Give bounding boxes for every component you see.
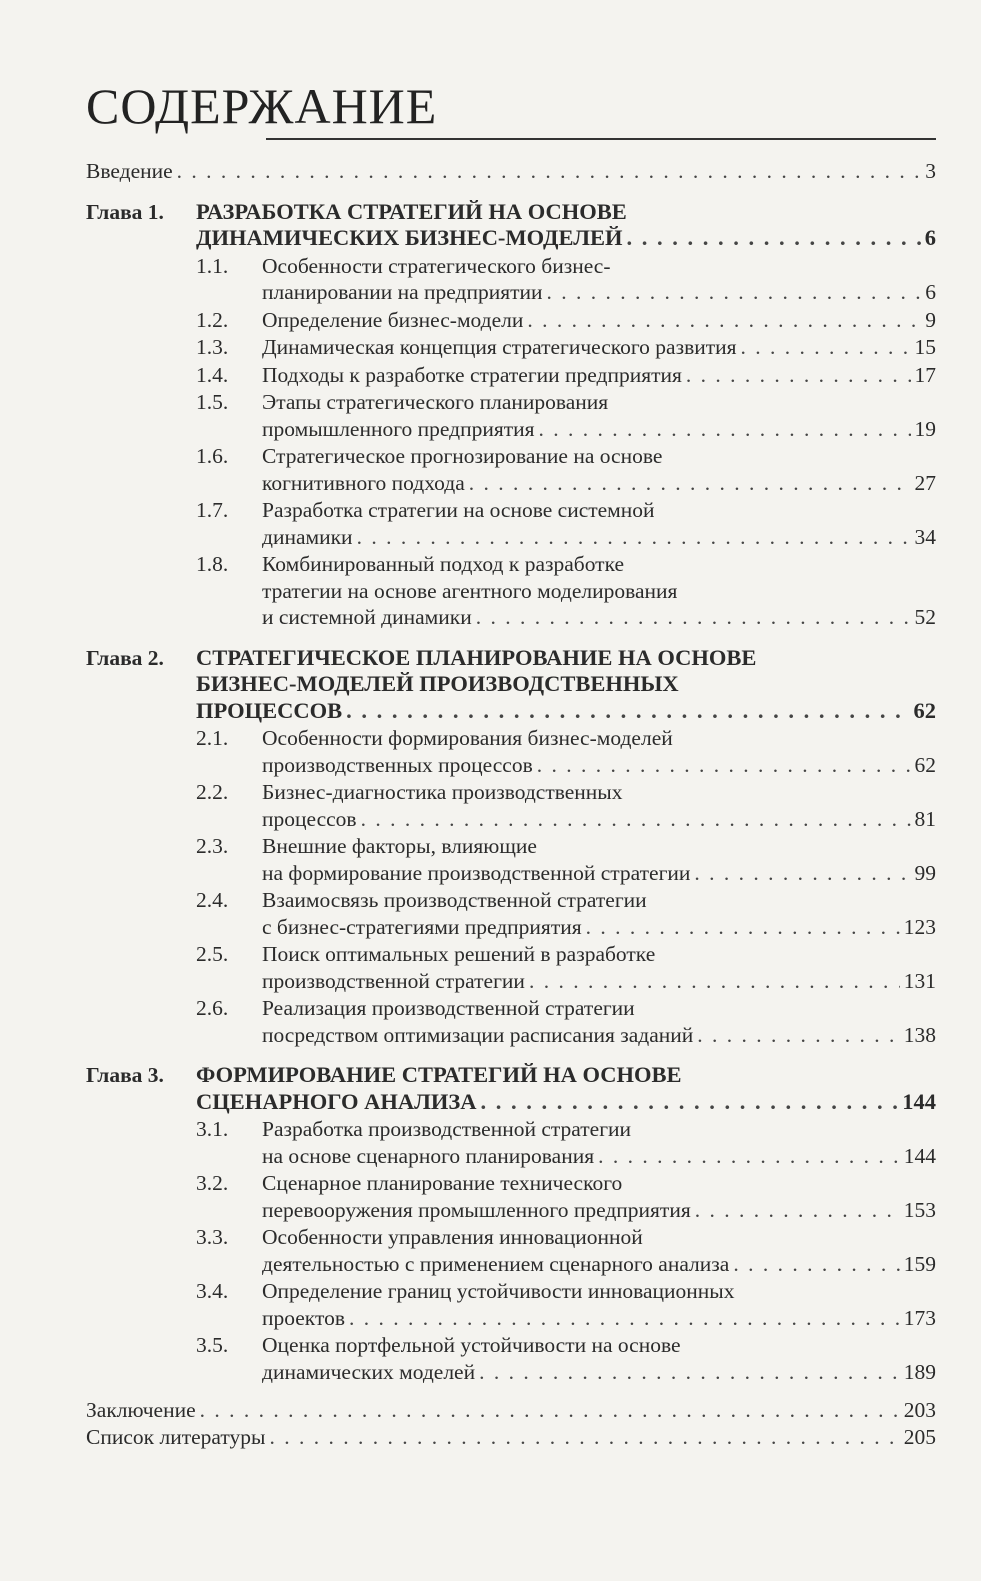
page-number: 15 xyxy=(914,335,936,359)
section-number: 3.2. xyxy=(196,1171,229,1195)
entry-title-line: посредством оптимизации расписания заданий xyxy=(262,1022,694,1047)
section-number: 2.1. xyxy=(196,726,229,750)
dot-leader xyxy=(177,158,922,185)
entry-title-line: ФОРМИРОВАНИЕ СТРАТЕГИЙ НА ОСНОВЕ xyxy=(196,1062,682,1087)
page-number: 203 xyxy=(903,1398,936,1422)
chapter-number: Глава 2. xyxy=(86,645,164,670)
toc-section xyxy=(86,362,936,389)
entry-title-line: Определение бизнес-модели xyxy=(262,307,524,332)
dot-leader xyxy=(346,698,909,725)
page-number: 6 xyxy=(924,225,936,250)
section-number: 1.4. xyxy=(196,362,229,387)
toc-section xyxy=(86,941,936,994)
toc-section xyxy=(86,1224,936,1277)
entry-title-line: Заключение xyxy=(86,1398,196,1422)
entry-title-line: проектов xyxy=(262,1305,345,1330)
entry-title-line: на формирование производственной стратегии xyxy=(262,860,691,885)
dot-leader xyxy=(539,416,911,443)
dot-leader xyxy=(547,279,922,306)
page-number: 189 xyxy=(903,1359,936,1384)
toc-section xyxy=(86,443,936,496)
dot-leader xyxy=(361,806,911,833)
page-number: 52 xyxy=(914,605,936,629)
chapter-number: Глава 1. xyxy=(86,199,164,224)
toc-section xyxy=(86,1170,936,1223)
entry-title-line: Динамическая концепция стратегического развития xyxy=(262,335,737,359)
section-number: 3.3. xyxy=(196,1225,229,1249)
page-number: 34 xyxy=(914,524,936,549)
page-number: 144 xyxy=(902,1088,936,1114)
dot-leader xyxy=(527,307,921,334)
page-number: 144 xyxy=(903,1143,936,1168)
section-number: 2.3. xyxy=(196,834,229,858)
page-number: 138 xyxy=(903,1022,936,1047)
entry-title-line: перевооружения промышленного предприятия xyxy=(262,1197,691,1222)
entry-title-line: Стратегическое прогнозирование на основе xyxy=(262,444,663,468)
page-number: 99 xyxy=(914,860,936,885)
page-number: 62 xyxy=(913,697,936,723)
dot-leader xyxy=(598,1143,900,1170)
section-number: 2.2. xyxy=(196,780,229,804)
entry-title-line: Взаимосвязь производственной стратегии xyxy=(262,888,647,912)
dot-leader xyxy=(686,362,911,389)
toc-section xyxy=(86,1332,936,1385)
entry-title-line: Этапы стратегического планирования xyxy=(262,390,609,414)
entry-title-line: Список литературы xyxy=(86,1424,266,1449)
section-number: 2.6. xyxy=(196,996,229,1020)
dot-leader xyxy=(357,524,911,551)
section-number: 1.2. xyxy=(196,307,229,332)
page-number: 3 xyxy=(925,159,936,183)
page-number: 205 xyxy=(903,1424,936,1449)
toc-section xyxy=(86,1278,936,1331)
section-number: 3.4. xyxy=(196,1279,229,1303)
entry-title-line: Разработка стратегии на основе системной xyxy=(262,498,655,522)
section-number: 2.5. xyxy=(196,942,229,966)
entry-title-line: СТРАТЕГИЧЕСКОЕ ПЛАНИРОВАНИЕ НА ОСНОВЕ xyxy=(196,644,757,670)
page-number: 153 xyxy=(903,1197,936,1222)
entry-title-line: ПРОЦЕССОВ xyxy=(196,697,343,723)
toc-section xyxy=(86,307,936,334)
dot-leader xyxy=(481,1089,899,1116)
toc-chapter xyxy=(86,1062,936,1115)
toc-chapter xyxy=(86,199,936,252)
entry-title-line: Сценарное планирование технического xyxy=(262,1171,623,1195)
entry-title-line: Внешние факторы, влияющие xyxy=(262,834,537,858)
section-number: 1.5. xyxy=(196,390,229,414)
entry-title-line: БИЗНЕС-МОДЕЛЕЙ ПРОИЗВОДСТВЕННЫХ xyxy=(196,671,679,696)
dot-leader xyxy=(200,1397,900,1424)
toc-section xyxy=(86,887,936,940)
dot-leader xyxy=(269,1424,899,1451)
entry-title-line: тратегии на основе агентного моделирования xyxy=(262,578,678,603)
toc-section xyxy=(86,334,936,361)
entry-title-line: Особенности управления инновационной xyxy=(262,1225,643,1249)
dot-leader xyxy=(586,914,900,941)
page-number: 6 xyxy=(925,280,936,304)
entry-title-line: Подходы к разработке стратегии предприятия xyxy=(262,362,682,387)
page-number: 159 xyxy=(903,1251,936,1276)
dot-leader xyxy=(537,752,911,779)
section-number: 2.4. xyxy=(196,888,229,912)
dot-leader xyxy=(627,225,921,252)
entry-title-line: Комбинированный подход к разработке xyxy=(262,552,625,576)
toc-page xyxy=(86,78,936,1450)
section-number: 1.6. xyxy=(196,444,229,468)
dot-leader xyxy=(694,860,910,887)
dot-leader xyxy=(476,604,911,631)
toc-section xyxy=(86,497,936,550)
entry-title-line: Поиск оптимальных решений в разработке xyxy=(262,942,656,966)
title-underline xyxy=(266,138,936,140)
entry-title-line: динамики xyxy=(262,524,353,549)
dot-leader xyxy=(469,470,911,497)
dot-leader xyxy=(479,1359,900,1386)
toc-entry xyxy=(86,1424,936,1451)
entry-title-line: промышленного предприятия xyxy=(262,416,535,441)
toc-section xyxy=(86,779,936,832)
toc-chapter xyxy=(86,645,936,725)
section-number: 1.3. xyxy=(196,335,229,359)
dot-leader xyxy=(695,1197,900,1224)
dot-leader xyxy=(733,1251,899,1278)
entry-title-line: Особенности стратегического бизнес- xyxy=(262,253,611,278)
page-number: 19 xyxy=(914,416,936,441)
entry-title-line: СЦЕНАРНОГО АНАЛИЗА xyxy=(196,1088,477,1114)
entry-title-line: с бизнес-стратегиями предприятия xyxy=(262,914,582,939)
toc-section xyxy=(86,833,936,886)
entry-title-line: на основе сценарного планирования xyxy=(262,1143,595,1168)
dot-leader xyxy=(741,334,911,361)
dot-leader xyxy=(349,1305,900,1332)
page-number: 17 xyxy=(914,362,936,387)
entry-title-line: Введение xyxy=(86,159,173,183)
page-number: 173 xyxy=(903,1305,936,1330)
entry-title-line: планировании на предприятии xyxy=(262,280,543,304)
entry-title-line: Определение границ устойчивости инновационных xyxy=(262,1279,735,1303)
entry-title-line: процессов xyxy=(262,806,357,831)
toc-section xyxy=(86,253,936,306)
section-number: 3.5. xyxy=(196,1333,229,1357)
entry-title-line: динамических моделей xyxy=(262,1359,476,1384)
entry-title-line: Оценка портфельной устойчивости на основе xyxy=(262,1333,681,1357)
toc-section xyxy=(86,1116,936,1169)
section-number: 1.1. xyxy=(196,253,229,278)
toc-section xyxy=(86,725,936,778)
page-number: 62 xyxy=(914,752,936,777)
section-number: 1.8. xyxy=(196,552,229,576)
toc-section xyxy=(86,551,936,631)
toc-entry xyxy=(86,1397,936,1424)
section-number: 1.7. xyxy=(196,498,229,522)
toc-section xyxy=(86,389,936,442)
page-title: СОДЕРЖАНИЕ xyxy=(86,78,438,134)
chapter-number: Глава 3. xyxy=(86,1063,164,1087)
page-number: 9 xyxy=(925,307,936,332)
entry-title-line: Разработка производственной стратегии xyxy=(262,1117,632,1141)
toc-section xyxy=(86,995,936,1048)
entry-title-line: когнитивного подхода xyxy=(262,470,465,495)
entry-title-line: и системной динамики xyxy=(262,605,472,629)
dot-leader xyxy=(529,968,900,995)
table-of-contents xyxy=(86,158,936,1450)
entry-title-line: ДИНАМИЧЕСКИХ БИЗНЕС-МОДЕЛЕЙ xyxy=(196,225,623,250)
page-number: 123 xyxy=(903,914,936,939)
entry-title-line: деятельностью с применением сценарного анализа xyxy=(262,1251,730,1276)
entry-title-line: Бизнес-диагностика производственных xyxy=(262,780,623,804)
toc-entry xyxy=(86,158,936,185)
entry-title-line: производственных процессов xyxy=(262,752,533,777)
page-number: 81 xyxy=(914,806,936,831)
entry-title-line: производственной стратегии xyxy=(262,968,525,993)
dot-leader xyxy=(697,1022,900,1049)
page-number: 27 xyxy=(914,470,936,495)
section-number: 3.1. xyxy=(196,1117,229,1141)
entry-title-line: Особенности формирования бизнес-моделей xyxy=(262,726,673,750)
entry-title-line: Реализация производственной стратегии xyxy=(262,996,635,1020)
page-number: 131 xyxy=(903,968,936,993)
entry-title-line: РАЗРАБОТКА СТРАТЕГИЙ НА ОСНОВЕ xyxy=(196,198,627,224)
